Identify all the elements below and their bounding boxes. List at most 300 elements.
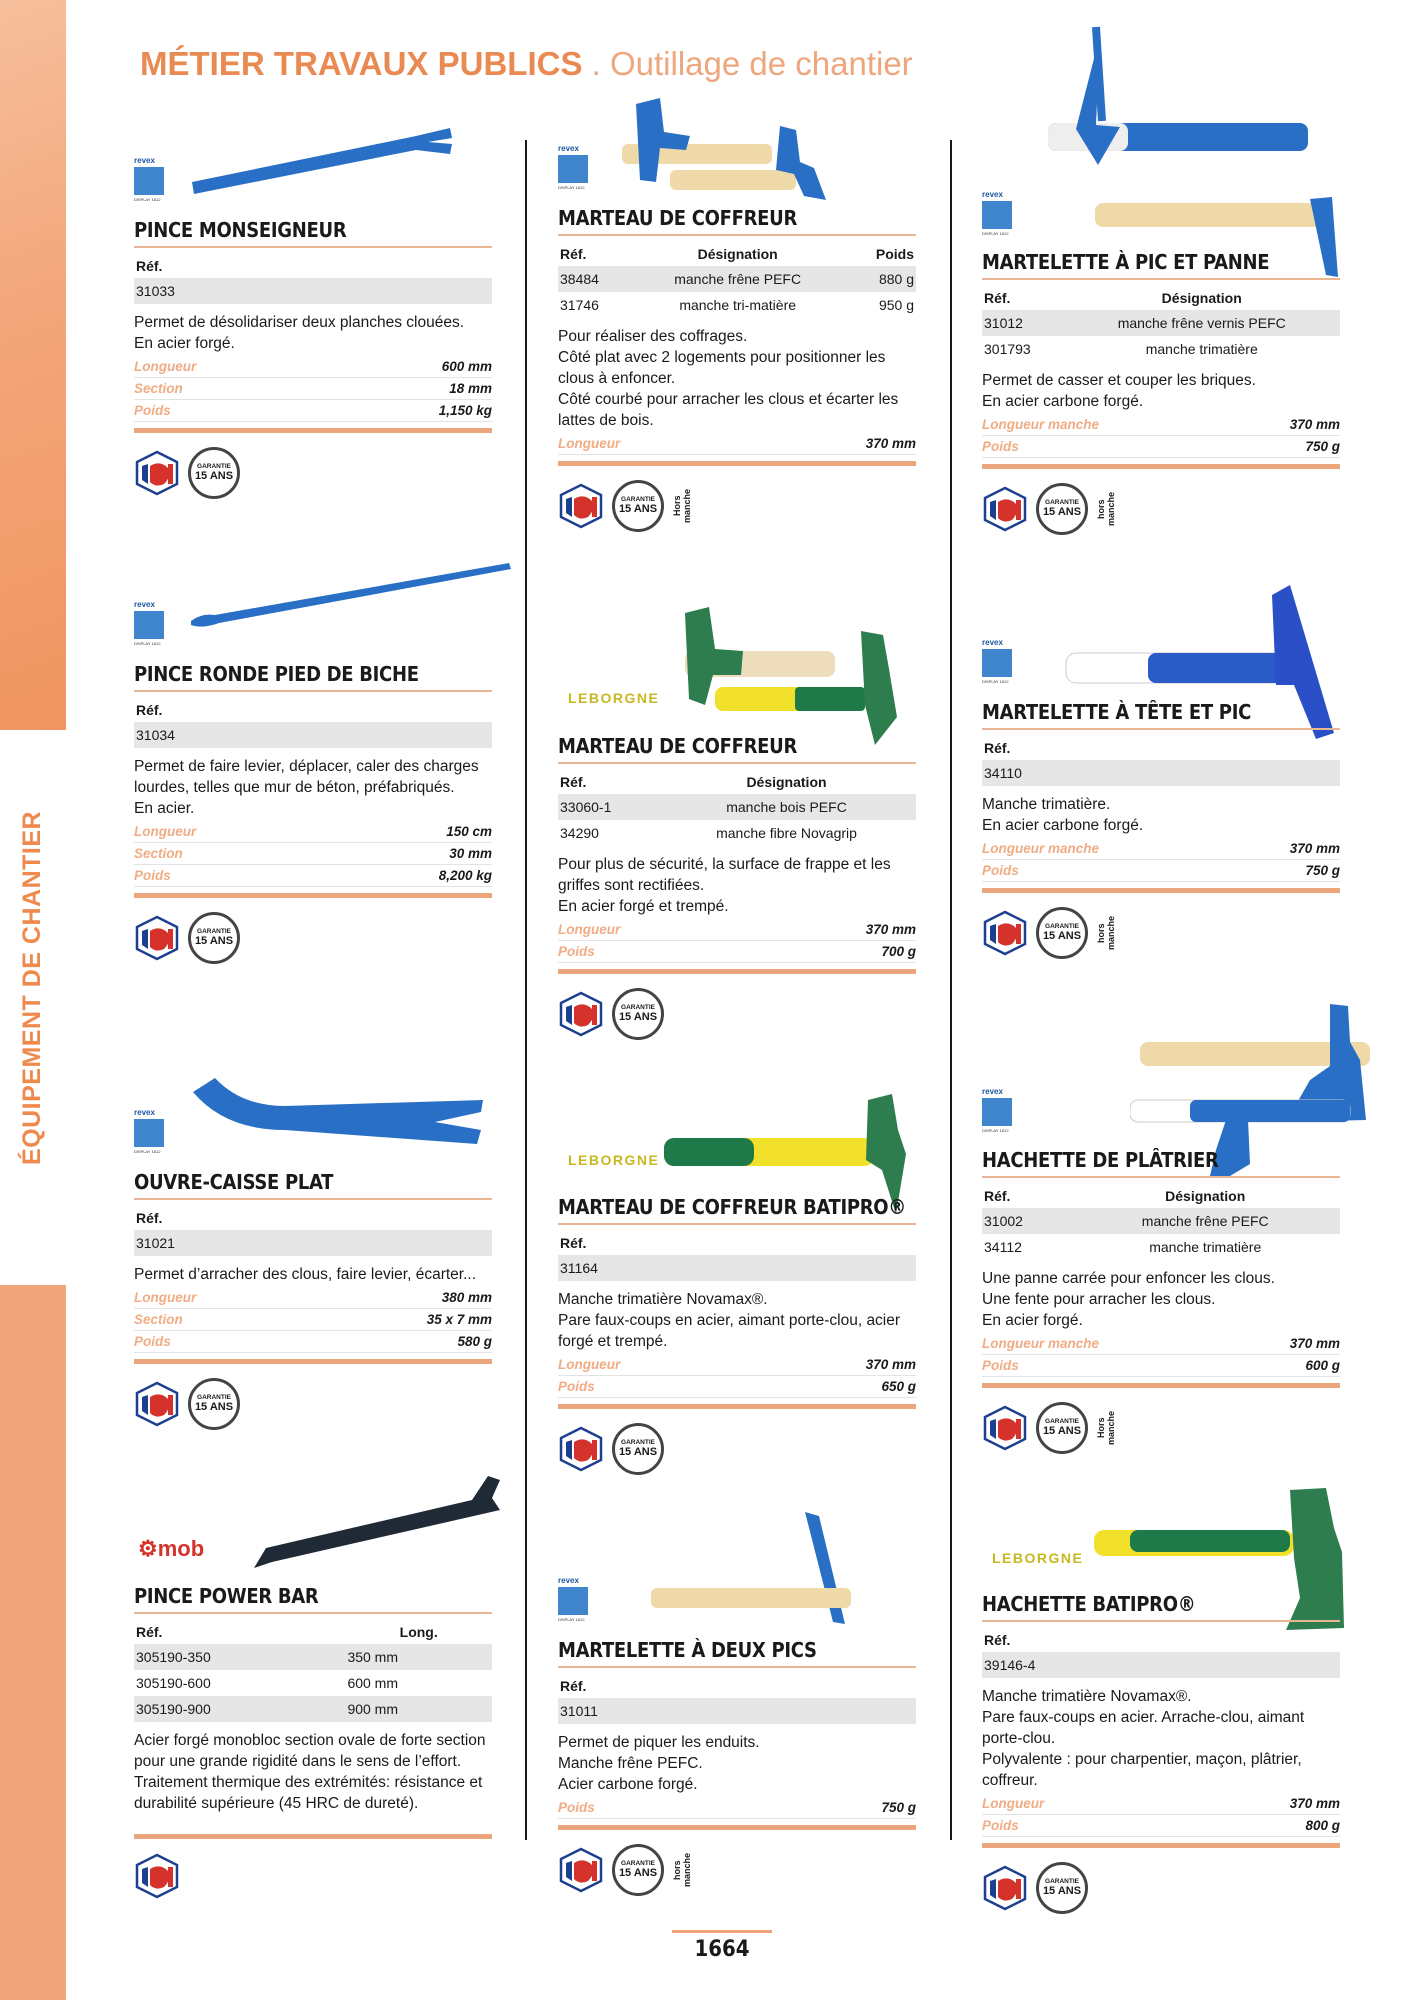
ref-header: Réf. [560, 1678, 587, 1694]
spec-value: 370 mm [1289, 841, 1340, 856]
spec-label: Poids [558, 944, 595, 959]
spec-row [982, 436, 1340, 458]
made-in-france-icon [134, 915, 180, 961]
spec-value: 370 mm [1289, 1336, 1340, 1351]
product-specs [134, 356, 492, 433]
spec-label: Longueur manche [982, 1336, 1100, 1351]
spec-row [982, 1333, 1340, 1355]
garantie-badge [612, 1423, 664, 1475]
garantie-badge [1036, 1862, 1088, 1914]
revex-square [982, 1098, 1012, 1126]
martelette-pic-panne-image [1040, 25, 1360, 285]
spec-value: 18 mm [449, 381, 492, 396]
garantie-top: GARANTIE [621, 1004, 655, 1012]
page-title-main: MÉTIER TRAVAUX PUBLICS [140, 45, 583, 82]
spec-value: 150 cm [446, 824, 492, 839]
product-description: Permet de casser et couper les briques. En acier carbone forgé. [982, 372, 1256, 410]
product-card [982, 700, 1340, 959]
table-row [558, 794, 916, 820]
product-ref-table [558, 242, 916, 318]
pince-monseigneur-image [188, 120, 458, 200]
table-row [982, 760, 1340, 786]
product-title: MARTELETTE À TÊTE ET PIC [982, 700, 1340, 730]
garantie-bottom: 15 ANS [618, 502, 658, 515]
product-ref-table [134, 1620, 492, 1722]
table-cell: 305190-900 [134, 1696, 345, 1722]
product-ref-table [134, 1206, 492, 1256]
made-in-france-icon [558, 991, 604, 1037]
table-cell: manche frêne PEFC [629, 266, 846, 292]
spec-label: Longueur [558, 1357, 621, 1372]
spec-value: 8,200 kg [438, 868, 492, 883]
table-row [982, 1208, 1340, 1234]
product-description: Manche trimatière Novamax®. Pare faux-coups en acier, aimant porte-clou, acier forgé et trempé. [558, 1291, 901, 1350]
product-specs [558, 433, 916, 466]
spec-value: 1,150 kg [438, 403, 492, 418]
spec-row [982, 1355, 1340, 1377]
page-number: 1664 [672, 1930, 772, 1962]
spec-label: Poids [558, 1379, 595, 1394]
product-ref-table [982, 736, 1340, 786]
spec-label: Poids [982, 439, 1019, 454]
product-card [558, 734, 916, 1040]
hors-manche-label: hors manche [1096, 916, 1116, 951]
garantie-bottom: 15 ANS [618, 1445, 658, 1458]
column-header: Désignation [1161, 290, 1242, 306]
revex-square [982, 649, 1012, 677]
spec-label: Longueur manche [982, 841, 1100, 856]
spec-row [558, 941, 916, 963]
product-specs [558, 919, 916, 974]
product-description: Permet de piquer les enduits. Manche frêne PEFC. Acier carbone forgé. [558, 1734, 760, 1793]
spec-label: Section [134, 1312, 183, 1327]
spec-row [558, 919, 916, 941]
spec-row [558, 1797, 916, 1819]
badge-row [982, 483, 1340, 535]
table-header-row [558, 242, 916, 266]
revex-logo [982, 638, 1016, 684]
garantie-top: GARANTIE [197, 463, 231, 471]
table-row [558, 292, 916, 318]
product-card [558, 1195, 916, 1475]
product-ref-table [558, 1674, 916, 1724]
product-title: MARTEAU DE COFFREUR [558, 734, 916, 764]
table-row [134, 722, 492, 748]
table-header-row [134, 1620, 492, 1644]
made-in-france-icon [134, 450, 180, 496]
ref-cell: 34110 [982, 760, 1340, 786]
spec-value: 30 mm [449, 846, 492, 861]
badge-row [982, 1862, 1340, 1914]
table-cell: manche trimatière [1145, 341, 1258, 357]
revex-text: revex [982, 638, 1003, 647]
spec-label: Poids [134, 868, 171, 883]
revex-square [558, 155, 588, 183]
spec-label: Longueur [982, 1796, 1045, 1811]
spec-value: 370 mm [1289, 417, 1340, 432]
table-row [982, 1652, 1340, 1678]
table-row [558, 820, 916, 846]
product-title: PINCE MONSEIGNEUR [134, 218, 492, 248]
garantie-bottom: 15 ANS [1042, 929, 1082, 942]
table-header-row [558, 1231, 916, 1255]
table-header-row [982, 1184, 1340, 1208]
ouvre-caisse-image [185, 1070, 485, 1170]
garantie-badge [1036, 907, 1088, 959]
revex-sub: DISPLAY 1812 [134, 1149, 161, 1154]
garantie-top: GARANTIE [621, 1860, 655, 1868]
garantie-top: GARANTIE [621, 496, 655, 504]
garantie-badge [1036, 1402, 1088, 1454]
product-description: Une panne carrée pour enfoncer les clous. Une fente pour arracher les clous. En acier forgé. [982, 1270, 1275, 1329]
revex-logo [134, 600, 168, 646]
sidebar-label: ÉQUIPEMENT DE CHANTIER [18, 810, 46, 1165]
product-title: PINCE RONDE PIED DE BICHE [134, 662, 492, 692]
badge-row [558, 480, 916, 532]
spec-label: Longueur [558, 436, 621, 451]
spec-row [558, 1354, 916, 1376]
product-ref-table [982, 1184, 1340, 1260]
table-cell: manche frêne vernis PEFC [1063, 310, 1340, 336]
table-cell: 950 g [878, 297, 914, 313]
garantie-top: GARANTIE [197, 928, 231, 936]
spec-row [558, 433, 916, 455]
revex-text: revex [134, 156, 155, 165]
spec-value: 370 mm [865, 436, 916, 451]
made-in-france-icon [982, 486, 1028, 532]
martelette-deux-pics-image [645, 1508, 855, 1628]
product-title: HACHETTE DE PLÂTRIER [982, 1148, 1340, 1178]
revex-sub: DISPLAY 1812 [982, 679, 1009, 684]
page-title-sub: . Outillage de chantier [591, 45, 913, 82]
spec-label: Longueur [134, 824, 197, 839]
spec-row [982, 1793, 1340, 1815]
spec-value: 700 g [881, 944, 916, 959]
product-ref-table [982, 286, 1340, 362]
spec-value: 600 mm [441, 359, 492, 374]
hors-manche-label: hors manche [1096, 492, 1116, 527]
revex-text: revex [134, 1108, 155, 1117]
spec-row [134, 1309, 492, 1331]
ref-header: Réf. [560, 1235, 587, 1251]
table-row [982, 336, 1340, 362]
spec-value: 370 mm [865, 922, 916, 937]
spec-value: 800 g [1305, 1818, 1340, 1833]
made-in-france-icon [558, 1847, 604, 1893]
spec-label: Poids [982, 863, 1019, 878]
spec-row [134, 865, 492, 887]
revex-text: revex [134, 600, 155, 609]
product-description: Permet de désolidariser deux planches clouées. En acier forgé. [134, 314, 464, 352]
pince-ronde-image [185, 555, 515, 635]
product-description: Acier forgé monobloc section ovale de forte section pour une grande rigidité dans le sens de l’effort. Traitement thermique des extrémités: résistance et durabilité supérieure (45 HRC de dureté). [134, 1732, 486, 1812]
table-header-row [134, 1206, 492, 1230]
product-description: Manche trimatière. En acier carbone forgé. [982, 796, 1144, 834]
garantie-badge [1036, 483, 1088, 535]
spec-row [982, 414, 1340, 436]
table-header-row [982, 1628, 1340, 1652]
revex-sub: DISPLAY 1812 [134, 641, 161, 646]
spec-label: Longueur manche [982, 417, 1100, 432]
product-card [982, 1592, 1340, 1914]
hors-manche-label: Hors manche [1096, 1411, 1116, 1446]
spec-value: 600 g [1305, 1358, 1340, 1373]
spec-value: 370 mm [865, 1357, 916, 1372]
badge-row [134, 1853, 492, 1899]
product-card [134, 1170, 492, 1430]
ref-header: Réf. [136, 702, 163, 718]
garantie-badge [612, 1844, 664, 1896]
product-specs [558, 1354, 916, 1409]
sidebar-bottom [0, 1285, 66, 2000]
product-description: Pour réaliser des coffrages. Côté plat avec 2 logements pour positionner les clous à enfoncer. Côté courbé pour arracher les clous et écarter les lattes de bois. [558, 328, 899, 429]
product-specs [982, 414, 1340, 469]
spec-label: Poids [134, 1334, 171, 1349]
spec-label: Section [134, 846, 183, 861]
product-description: Permet d’arracher des clous, faire levier, écarter... [134, 1266, 477, 1283]
product-card [982, 250, 1340, 535]
revex-sub: DISPLAY 1812 [982, 1128, 1009, 1133]
product-description: Permet de faire levier, déplacer, caler des charges lourdes, telles que mur de béton, préfabriqués. En acier. [134, 758, 479, 817]
table-cell: 38484 [558, 266, 629, 292]
garantie-top: GARANTIE [1045, 923, 1079, 931]
table-cell: 34112 [984, 1239, 1022, 1255]
table-cell: manche trimatière [1149, 1239, 1262, 1255]
garantie-badge [612, 988, 664, 1040]
badge-row [982, 907, 1340, 959]
garantie-bottom: 15 ANS [1042, 1424, 1082, 1437]
column-header: Désignation [697, 246, 778, 262]
table-cell: 350 mm [345, 1644, 492, 1670]
spec-label: Poids [982, 1818, 1019, 1833]
page-title [140, 45, 913, 83]
table-cell: 305190-600 [136, 1675, 211, 1691]
product-title: MARTELETTE À PIC ET PANNE [982, 250, 1340, 280]
made-in-france-icon [134, 1853, 180, 1899]
product-title: HACHETTE BATIPRO® [982, 1592, 1340, 1622]
revex-logo [134, 1108, 168, 1154]
table-row [558, 266, 916, 292]
spec-label: Longueur [558, 922, 621, 937]
made-in-france-icon [558, 483, 604, 529]
garantie-bottom: 15 ANS [1042, 1884, 1082, 1897]
table-cell: 31002 [982, 1208, 1070, 1234]
sidebar-gradient [0, 0, 66, 730]
revex-text: revex [558, 144, 579, 153]
revex-square [134, 611, 164, 639]
ref-cell: 39146-4 [982, 1652, 1340, 1678]
product-specs [134, 1287, 492, 1364]
garantie-badge [188, 912, 240, 964]
garantie-bottom: 15 ANS [194, 934, 234, 947]
spec-row [134, 378, 492, 400]
product-title: PINCE POWER BAR [134, 1584, 492, 1614]
revex-logo [982, 1087, 1016, 1133]
product-card [558, 1638, 916, 1896]
product-specs [134, 1828, 492, 1839]
spec-label: Poids [134, 403, 171, 418]
spec-row [134, 843, 492, 865]
spec-value: 750 g [881, 1800, 916, 1815]
made-in-france-icon [982, 1405, 1028, 1451]
ref-header: Réf. [136, 258, 163, 274]
product-specs [982, 1333, 1340, 1388]
revex-logo [982, 190, 1016, 236]
product-ref-table [558, 770, 916, 846]
ref-header: Réf. [984, 1632, 1011, 1648]
table-row [558, 1255, 916, 1281]
ref-header: Réf. [984, 740, 1011, 756]
revex-logo [134, 156, 168, 202]
product-ref-table [982, 1628, 1340, 1678]
made-in-france-icon [982, 1865, 1028, 1911]
column-header: Réf. [984, 290, 1011, 306]
badge-row [558, 1423, 916, 1475]
spec-row [982, 860, 1340, 882]
table-cell: 34290 [560, 825, 599, 841]
column-header: Poids [875, 246, 914, 262]
spec-row [134, 400, 492, 422]
spec-value: 370 mm [1289, 1796, 1340, 1811]
column-header: Réf. [984, 1188, 1011, 1204]
table-header-row [558, 770, 916, 794]
garantie-badge [188, 447, 240, 499]
revex-text: revex [982, 1087, 1003, 1096]
table-header-row [134, 698, 492, 722]
table-cell: 31746 [560, 297, 599, 313]
spec-row [134, 356, 492, 378]
marteau-leborgne-image [675, 605, 915, 755]
table-header-row [982, 286, 1340, 310]
mob-text: mob [157, 1536, 205, 1561]
product-card [134, 218, 492, 499]
pince-power-bar-image [252, 1470, 507, 1580]
table-cell: manche bois PEFC [657, 794, 916, 820]
column-header: Réf. [560, 246, 587, 262]
badge-row [558, 988, 916, 1040]
table-row [982, 310, 1340, 336]
badge-row [558, 1844, 916, 1896]
table-row [558, 1698, 916, 1724]
leborgne-logo: LEBORGNE [568, 690, 660, 706]
made-in-france-icon [134, 1381, 180, 1427]
table-row [134, 1644, 492, 1670]
product-description: Pour plus de sécurité, la surface de frappe et les griffes sont rectifiées. En acier forgé et trempé. [558, 856, 891, 915]
table-row [134, 1696, 492, 1722]
product-description: Manche trimatière Novamax®. Pare faux-coups en acier. Arrache-clou, aimant porte-clou. Polyvalente : pour charpentier, maçon, plâtrier, coffreur. [982, 1688, 1305, 1789]
ref-header: Réf. [136, 1210, 163, 1226]
garantie-badge [612, 480, 664, 532]
product-specs [982, 838, 1340, 893]
product-card [134, 662, 492, 964]
table-row [134, 278, 492, 304]
leborgne-logo: LEBORGNE [992, 1550, 1084, 1566]
revex-sub: DISPLAY 1812 [558, 185, 585, 190]
spec-label: Poids [982, 1358, 1019, 1373]
table-cell: manche fibre Novagrip [716, 825, 857, 841]
badge-row [982, 1402, 1340, 1454]
table-header-row [558, 1674, 916, 1698]
spec-row [134, 1331, 492, 1353]
garantie-top: GARANTIE [1045, 499, 1079, 507]
badge-row [134, 447, 492, 499]
product-title: MARTEAU DE COFFREUR BATIPRO® [558, 1195, 916, 1225]
revex-logo [558, 144, 592, 190]
spec-label: Poids [558, 1800, 595, 1815]
revex-text: revex [982, 190, 1003, 199]
marteau-coffreur-image [610, 96, 840, 206]
spec-row [558, 1376, 916, 1398]
product-card [558, 206, 916, 532]
badge-row [134, 912, 492, 964]
spec-value: 750 g [1305, 863, 1340, 878]
spec-row [134, 821, 492, 843]
ref-cell: 31164 [558, 1255, 916, 1281]
garantie-bottom: 15 ANS [618, 1010, 658, 1023]
mob-logo [138, 1536, 204, 1562]
garantie-top: GARANTIE [1045, 1418, 1079, 1426]
revex-logo [558, 1576, 592, 1622]
product-ref-table [134, 254, 492, 304]
product-ref-table [134, 698, 492, 748]
revex-square [134, 167, 164, 195]
spec-value: 650 g [881, 1379, 916, 1394]
spec-label: Longueur [134, 359, 197, 374]
table-header-row [982, 736, 1340, 760]
table-cell: manche frêne PEFC [1070, 1208, 1340, 1234]
table-cell: 301793 [984, 341, 1031, 357]
column-header: Long. [399, 1624, 438, 1640]
badge-row [134, 1378, 492, 1430]
table-cell: 880 g [846, 266, 916, 292]
table-cell: 305190-350 [134, 1644, 345, 1670]
spec-value: 580 g [457, 1334, 492, 1349]
ref-cell: 31021 [134, 1230, 492, 1256]
revex-text: revex [558, 1576, 579, 1585]
spec-row [134, 1287, 492, 1309]
table-row [134, 1670, 492, 1696]
product-title: MARTEAU DE COFFREUR [558, 206, 916, 236]
hors-manche-label: hors manche [672, 1853, 692, 1888]
leborgne-logo: LEBORGNE [568, 1152, 660, 1168]
garantie-badge [188, 1378, 240, 1430]
made-in-france-icon [558, 1426, 604, 1472]
column-header: Désignation [746, 774, 827, 790]
garantie-top: GARANTIE [621, 1439, 655, 1447]
column-header: Désignation [1165, 1188, 1246, 1204]
table-cell: 33060-1 [558, 794, 657, 820]
garantie-top: GARANTIE [197, 1394, 231, 1402]
spec-label: Section [134, 381, 183, 396]
garantie-top: GARANTIE [1045, 1878, 1079, 1886]
garantie-bottom: 15 ANS [194, 1400, 234, 1413]
column-divider [950, 140, 952, 1840]
table-cell: 600 mm [347, 1675, 399, 1691]
product-specs [558, 1797, 916, 1830]
ref-cell: 31034 [134, 722, 492, 748]
product-ref-table [558, 1231, 916, 1281]
table-row [982, 1234, 1340, 1260]
column-divider [525, 140, 527, 1840]
revex-sub: DISPLAY 1812 [134, 197, 161, 202]
garantie-bottom: 15 ANS [1042, 505, 1082, 518]
hors-manche-label: Hors manche [672, 489, 692, 524]
ref-cell: 31033 [134, 278, 492, 304]
product-title: OUVRE-CAISSE PLAT [134, 1170, 492, 1200]
revex-square [134, 1119, 164, 1147]
spec-value: 380 mm [441, 1290, 492, 1305]
product-title: MARTELETTE À DEUX PICS [558, 1638, 916, 1668]
